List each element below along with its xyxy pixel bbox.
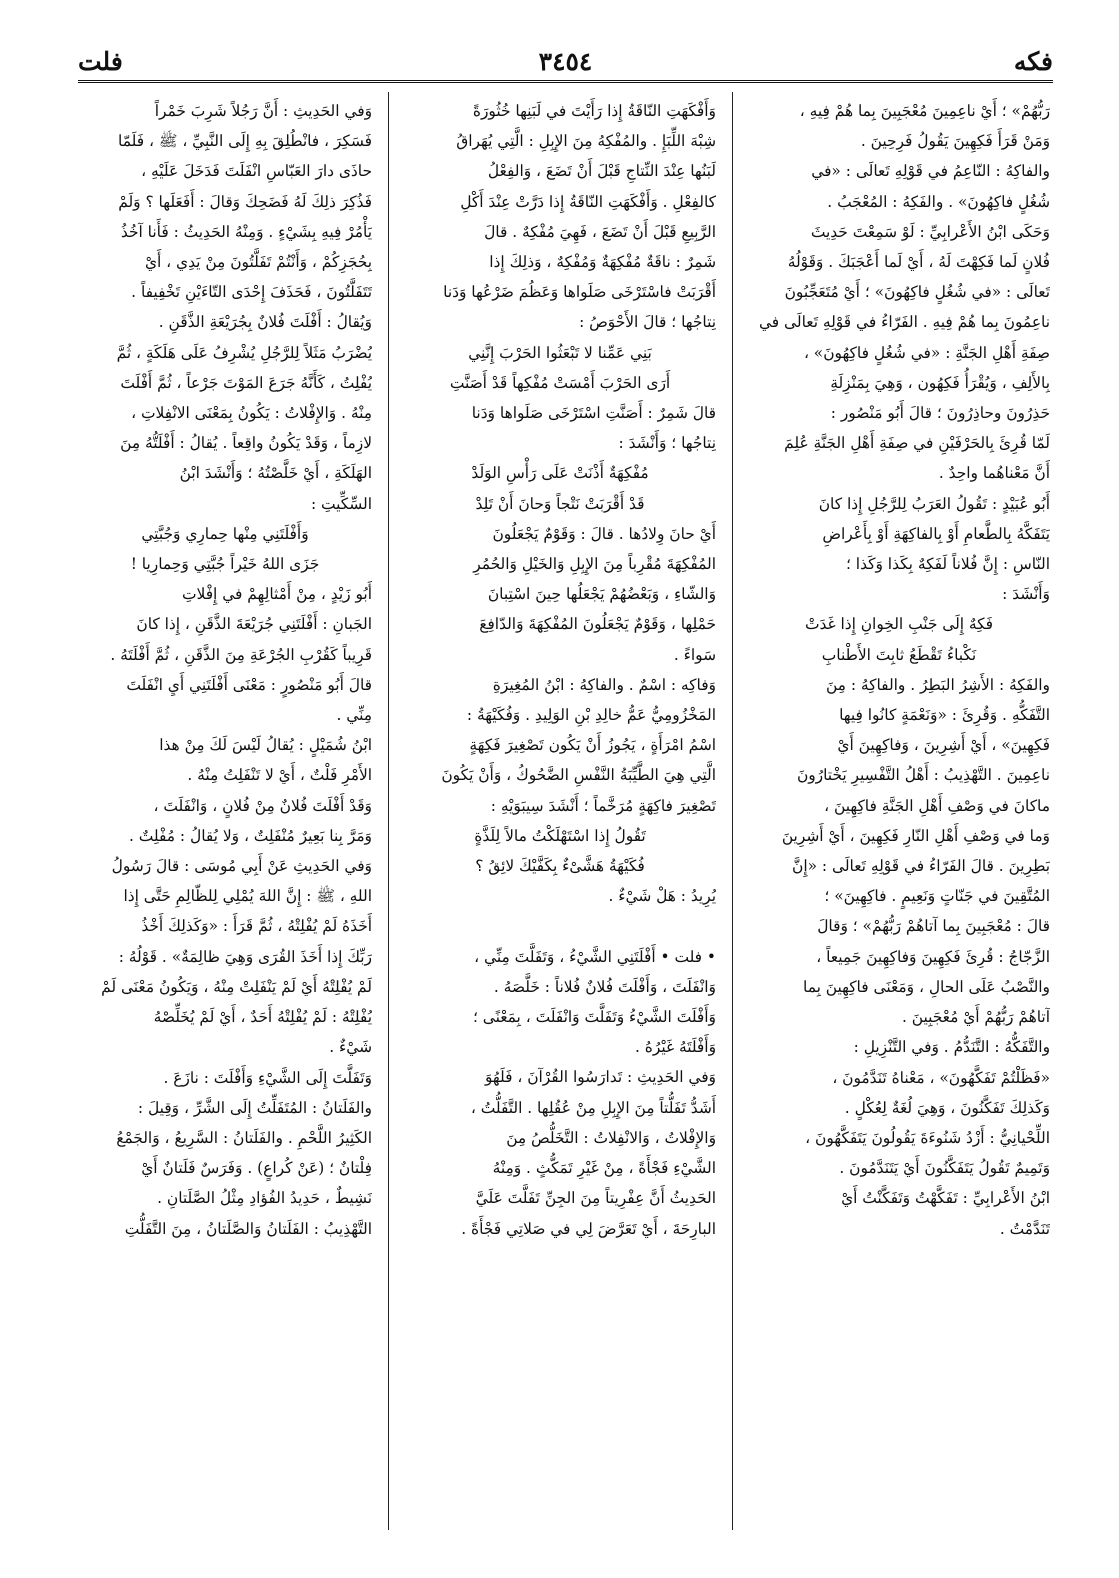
page-number: ٣٤٥٤ bbox=[538, 47, 593, 76]
text-line: لَمّا قُرِئَ بِالحَرْفَيْنِ في صِفَةِ أَهْلِ الجَنَّةِ عُلِمَ bbox=[784, 434, 1050, 453]
text-line: فَذُكِرَ ذلِكَ لَهُ فَضَحِكَ وَقالَ : أَفَعَلَها ؟ وَلَمْ bbox=[118, 192, 372, 211]
text-line: وَفاكِه : اسْمٌ . والفاكِهُ : ابْنُ المُغِيرَةِ bbox=[492, 675, 716, 694]
text-line: تَصْغِيرَ فاكِهَةٍ مُرَخَّماً ؛ أَنْشَدَ سِيبَوَيْهِ : bbox=[490, 796, 716, 815]
text-line: قالَ : مُعْجَبِينَ بِما آتاهُمْ رَبُّهُمْ» ؛ وَقالَ bbox=[817, 917, 1050, 936]
text-line: وَالإِفْلاتُ ، وَالانْفِلاتُ : التَّخَلُّصُ مِنَ bbox=[506, 1128, 716, 1147]
text-line: فَسَكِرَ ، فانْطُلِقَ بِهِ إِلَى النَّبِيِّ ، ﷺ ، فَلَمّا bbox=[118, 132, 372, 151]
text-line: فِلْتانٌ ؛ (عَنْ كُراعٍ) . وَفَرَسٌ فَلَتانٌ أَيْ bbox=[141, 1159, 372, 1178]
text-line: ناعِمِينَ . التَّهْذِيبُ : أَهْلُ التَّفْسِيرِ يَخْتارُونَ bbox=[796, 766, 1050, 785]
text-line: فُلانٍ لَما فَكِهْتَ لَهُ ، أَيْ لَما أَعْجَبَكَ . وَقَوْلُهُ bbox=[787, 253, 1050, 272]
text-line bbox=[404, 911, 716, 941]
text-line: التَّهْذِيبُ : الفَلَتانُ وَالصَّلَتانُ ، مِنَ التَّفَلُّتِ bbox=[124, 1219, 372, 1238]
column-divider bbox=[388, 92, 389, 1530]
text-line: آتاهُمْ رَبُّهُمْ أَيْ مُعْجَبِينَ . bbox=[901, 1008, 1050, 1027]
text-line: لَمْ يُفْلِتْهُ أَيْ لَمْ يَنْفَلِتْ مِنْهُ ، وَيَكُونُ مَعْنَى لَمْ bbox=[101, 977, 372, 996]
text-line: رَبُّهُمْ» ؛ أَيْ ناعِمِينَ مُعْجَبِينَ بِما هُمْ فِيهِ ، bbox=[799, 102, 1050, 120]
text-line: جَزَى اللهُ خَيْراً جُبَّتِي وَحِمارِيا ! bbox=[130, 555, 320, 574]
text-line: يُرِيدُ : هَلْ شَيْءٌ . bbox=[608, 887, 716, 906]
text-line: السِّكِّيتِ : bbox=[310, 494, 372, 513]
text-line: شَمِرٌ : ناقَةٌ مُفْكِهَةٌ وَمُفْكِهٌ ، وَذلِكَ إِذا bbox=[489, 253, 716, 272]
text-line: الشَّيْءِ فَجْأَةً ، مِنْ غَيْرِ تَمَكُّثٍ . وَمِنْهُ bbox=[492, 1159, 716, 1178]
text-line: ابْنُ شُمَيْلٍ : يُقالُ لَيْسَ لَكَ مِنْ هذا bbox=[159, 736, 372, 755]
text-line: حاذَى دارَ العَبّاسِ انْفَلَتَ فَدَخَلَ عَلَيْهِ ، bbox=[141, 162, 372, 181]
text-line: الأَمْرِ فَلْتٌ ، أَيْ لا تَنْفَلِتُ مِنْهُ . bbox=[187, 766, 372, 785]
text-line: وَأَفْلَتَ الشَّيْءُ وَتَفَلَّتَ وَانْفَلَتَ ، بِمَعْنًى ؛ bbox=[472, 1008, 716, 1027]
text-line: الزَّجّاجُ : قُرِئَ فَكِهِينَ وَفاكِهِينَ جَمِيعاً ، bbox=[816, 947, 1050, 966]
text-line: وَأَفْكَهَتِ النّاقَةُ إِذا رَأَيْتَ في لَبَنِها خُثُورَةً bbox=[472, 102, 716, 120]
text-line: رَبِّكَ إِذا أَخَذَ القُرَى وَهِيَ ظالِمَةٌ» . قَوْلُهُ : bbox=[118, 947, 372, 966]
text-line: وَأَفْلَتَهُ غَيْرُهُ . bbox=[635, 1038, 716, 1057]
text-line: نَشِيطٌ ، حَدِيدُ الفُؤادِ مِثْلُ الصَّلَتانِ . bbox=[157, 1189, 372, 1208]
text-line: وَفي الحَدِيثِ : أَنَّ رَجُلاً شَرِبَ خَمْراً bbox=[154, 102, 372, 120]
text-line: أَخَذَهُ لَمْ يُفْلِتْهُ ، ثُمَّ قَرَأَ : «وَكَذلِكَ أَخْذُ bbox=[141, 917, 372, 936]
text-line: نِتاجُها ؛ قالَ الأَحْوَصُ : bbox=[579, 313, 716, 332]
text-line: كالفِعْلِ . وَأَفْكَهَتِ النّاقَةُ إِذا دَرَّتْ عِنْدَ أَكْلِ bbox=[460, 192, 716, 211]
text-line: يَأْمُرْ فِيهِ بِشَيْءٍ . وَمِنْهُ الحَدِيثُ : فَأَنا آخُذُ bbox=[120, 222, 372, 241]
header-entry-word-right: فكه bbox=[1013, 47, 1053, 76]
text-column-middle bbox=[404, 96, 716, 1536]
text-line: تَتَفَلَّتُونَ ، فَحَذَفَ إِحْدَى التّاءَيْنِ تَخْفِيفاً . bbox=[131, 283, 372, 302]
text-line: «فَظَلْتُمْ تَفَكَّهُونَ» ، مَعْناهُ تَنَدَّمُونَ ، bbox=[832, 1068, 1050, 1087]
text-line: تَنَدَّمْتُ . bbox=[999, 1219, 1050, 1238]
text-line: قَدْ أَقْرَبَتْ نَتْجاً وَحانَ أَنْ تَلِدْ bbox=[475, 494, 645, 513]
text-line: وَما في وَصْفِ أَهْلِ النّارِ فَكِهِينَ ، أَيْ أَشِرِينَ bbox=[781, 826, 1050, 845]
text-line: والفاكِهُ : النّاعِمُ في قَوْلِهِ تَعالَى : «في bbox=[811, 162, 1050, 181]
text-line: حَمْلِها ، وَقَوْمٌ يَجْعَلُونَ المُفْكِهَةَ وَالدّافِعَ bbox=[479, 615, 716, 634]
text-line: بِحُجَزِكُمْ ، وَأَنْتُمْ تَفَلَّتُونَ مِنْ يَدِي ، أَيْ bbox=[144, 253, 372, 272]
text-line: أَبُو زَيْدٍ ، مِنْ أَمْثالِهِمْ في إِفْلاتِ bbox=[182, 585, 372, 604]
text-column-right bbox=[748, 96, 1050, 1536]
text-line: حَذِرُونَ وحاذِرُونَ ؛ قالَ أَبُو مَنْصُور : bbox=[830, 404, 1050, 423]
text-line: تَعالَى : «في شُغُلٍ فاكِهُونَ» ؛ أَيْ مُتَعَجِّبُونَ bbox=[784, 283, 1050, 302]
text-line: أَقْرَبَتْ فاسْتَرْخَى صَلَواها وَعَظُمَ ضَرْعُها وَدَنا bbox=[443, 283, 716, 302]
text-line: وَأَفْلَتَنِي مِنْها حِمارِي وَجُبَّتِي bbox=[141, 524, 309, 543]
text-line: وَفي الحَدِيثِ : تَدارَسُوا القُرْآنَ ، فَلَهُوَ bbox=[484, 1068, 716, 1087]
text-line: شَيْءٌ . bbox=[329, 1038, 372, 1057]
text-line: المُتَّقِينَ في جَنّاتٍ وَنَعِيمٍ . فاكِهِينَ» ؛ bbox=[824, 887, 1050, 906]
text-line: المَخْزُومِيُّ عَمُّ خالِدِ بْنِ الوَلِيدِ . وَفُكَيْهَةُ : bbox=[466, 706, 716, 725]
text-line: مُفْكِهَةٌ أَذْنَتْ عَلَى رَأْسِ الوَلَدْ bbox=[471, 464, 649, 483]
text-line: مِنْهُ . وَالإِفْلاتُ : يَكُونُ بِمَعْنَى الانْفِلاتِ ، bbox=[131, 404, 372, 423]
text-line: الرَّبِيعِ قَبْلَ أَنْ تَضَعَ ، فَهِيَ مُفْكِهٌ . قالَ bbox=[484, 222, 716, 241]
text-line: بَطِرِينَ . قالَ الفَرّاءُ في قَوْلِهِ تَعالَى : «إِنَّ bbox=[792, 857, 1050, 876]
text-line: وَالشّاءِ ، وَبَعْضُهُمْ يَجْعَلُها حِينَ اسْتِبانَ bbox=[487, 585, 716, 604]
text-line: فَكِهٌ إِلَى جَنْبِ الخِوانِ إِذا غَدَتْ bbox=[804, 615, 994, 634]
text-line: وَمَنْ قَرَأَ فَكِهِينَ يَقُولُ فَرِحِينَ . bbox=[860, 132, 1050, 151]
text-line: صِفَةِ أَهْلِ الجَنَّةِ : «في شُغُلٍ فاكِهُونَ» ، bbox=[803, 343, 1050, 362]
text-line: أَشَدُّ تَفَلُّتاً مِنَ الإِبِلِ مِنْ عُقُلِها . التَّفَلُّتُ ، bbox=[470, 1098, 716, 1117]
text-line: بَنِي عَمِّنا لا تَبْعَثُوا الحَرْبَ إِنَّنِي bbox=[468, 343, 652, 362]
text-line: شُغُلٍ فاكِهُونَ» . والفَكِهُ : المُعْجَبُ . bbox=[827, 192, 1050, 211]
text-line: قالَ شَمِرٌ : أَصَنَّتِ اسْتَرْخَى صَلَواها وَدَنا bbox=[471, 404, 716, 423]
header-rule bbox=[78, 80, 1053, 83]
text-line: بِالأَلِفِ ، وَيُقْرَأُ فَكِهُون ، وَهِيَ بِمَنْزِلَةِ bbox=[830, 373, 1050, 392]
text-line: لازِماً ، وَقَدْ يَكُونُ واقِعاً . يُقالُ : أَفْلَتُّهُ مِنَ bbox=[120, 434, 372, 453]
text-line: النّاسِ : إِنَّ فُلاناً لَفَكِهٌ بِكَذا وَكَذا ؛ bbox=[846, 555, 1050, 574]
text-line: وَمَرَّ بِنا بَعِيرٌ مُنْفَلِتٌ ، وَلا يُقالُ : مُفْلِتٌ . bbox=[129, 826, 372, 845]
text-line: والفَلَتانُ : المُتَفَلِّتُ إِلَى الشَّرِّ ، وَقِيلَ : bbox=[137, 1098, 372, 1117]
text-line: شِبْهَ اللِّبَإِ . والمُفْكِهُ مِنَ الإِبِلِ : الَّتِي يُهَراقُ bbox=[456, 132, 716, 151]
text-line: الَّتِي هِيَ الطَّيِّبَةُ النَّفْسِ الضَّحُوكُ ، وَأَنْ يَكُونَ bbox=[441, 766, 716, 785]
page-header bbox=[78, 40, 1053, 80]
text-line: لَبَنُها عِنْدَ النِّتاجِ قَبْلَ أَنْ تَضَعَ ، وَالفِعْلُ bbox=[487, 162, 716, 181]
text-line: وَحَكَى ابْنُ الأَعْرابِيِّ : لَوْ سَمِعْتَ حَدِيثَ bbox=[810, 222, 1050, 241]
text-line: وَقَدْ أَفْلَتَ فُلانٌ مِنْ فُلانٍ ، وَانْفَلَتَ ، bbox=[153, 796, 372, 815]
text-line: فَكِهِينَ» ، أَيْ أَشِرِينَ ، وَفاكِهِينَ أَيْ bbox=[837, 736, 1050, 755]
text-line: البارِحَةَ ، أَيْ تَعَرَّضَ لِي في صَلاتِي فَجْأَةً . bbox=[461, 1219, 716, 1238]
text-line: أَبُو عُبَيْدٍ : تَقُولُ العَرَبُ لِلرَّجُلِ إِذا كانَ bbox=[818, 494, 1050, 513]
text-line: أَنَّ مَعْناهُما واحِدٌ . bbox=[938, 464, 1050, 483]
text-line: ناعِمُونَ بِما هُمْ فِيهِ . الفَرّاءُ في قَوْلِهِ تَعالَى في bbox=[758, 313, 1050, 332]
text-line: اسْمُ امْرَأَةٍ ، يَجُوزُ أَنْ يَكُون تَصْغِيرَ فَكِهَةٍ bbox=[469, 736, 716, 755]
text-line: يُفْلِتُ ، كَأَنَّهُ جَرَعَ المَوْتَ جَرْعاً ، ثُمَّ أَفْلَتَ bbox=[120, 373, 372, 392]
text-line: والنَّصْبُ عَلَى الحالِ ، وَمَعْنَى فاكِهِينَ بِما bbox=[803, 977, 1050, 996]
text-line: اللِّحْيانِيُّ : أَزْدُ شَنُوءَةَ يَقُولُونَ يَتَفَكَّهُونَ ، bbox=[805, 1128, 1050, 1147]
text-line: أَيْ حانَ وِلادُها . قالَ : وَقَوْمٌ يَجْعَلُونَ bbox=[492, 524, 716, 543]
text-line: يُضْرَبُ مَثَلاً لِلرَّجُلِ يُشْرِفُ عَلَى هَلَكَةٍ ، ثُمَّ bbox=[116, 343, 372, 362]
text-line: والتَّفَكُّهُ : التَّنَدُّمُ . وَفي التَّنْزِيلِ : bbox=[853, 1038, 1050, 1057]
column-divider bbox=[732, 92, 733, 1530]
text-line: قَرِيباً كَقُرْبِ الجُرْعَةِ مِنَ الذَّقَنِ ، ثُمَّ أَفْلَتَهُ . bbox=[110, 645, 372, 664]
text-line: نِتاجُها ؛ وَأَنْشَدَ : bbox=[618, 434, 716, 453]
text-line: الكَثِيرُ اللَّحْمِ . والفَلَتانُ : السَّرِيعُ ، وَالجَمْعُ bbox=[116, 1128, 372, 1147]
text-line: التَّفَكُّهِ . وَقُرِئَ : «وَنَعْمَةٍ كانُوا فِيها bbox=[839, 706, 1050, 725]
header-entry-word-left: فلت bbox=[78, 47, 123, 76]
text-line: الهَلَكَةِ ، أَيْ خَلَّصْتُهُ ؛ وَأَنْشَدَ ابْنُ bbox=[179, 464, 372, 483]
text-line: يُفْلِتْهُ : لَمْ يُفْلِتْهُ أَحَدٌ ، أَيْ لَمْ يُخَلِّصْهُ bbox=[153, 1008, 372, 1027]
text-line: الجَبانِ : أَفْلَتَنِي جُرَيْعَةَ الذَّقَنِ ، إِذا كانَ bbox=[136, 615, 372, 634]
text-line: وَأَنْشَدَ : bbox=[1002, 585, 1050, 604]
text-line: نَكْباءُ تَقْطَعُ ثابِتَ الأَطْنابِ bbox=[821, 645, 977, 664]
text-line: أَرَى الحَرْبَ أَمْسَتْ مُفْكِهاً قَدْ أَصَنَّتِ bbox=[449, 373, 671, 392]
text-line: مِنِّي . bbox=[336, 706, 372, 725]
text-line: قالَ أَبُو مَنْصُورٍ : مَعْنَى أَفْلَتَنِي أَيِ انْفَلَتَ bbox=[126, 675, 372, 694]
text-line: فُكَيْهَةُ هَشَّىْءٌ بِكَفَّيْكَ لائِقُ ؟ bbox=[475, 857, 645, 876]
text-line: وَكَذلِكَ تَفَكَّنُونَ ، وَهِيَ لُغَةٌ لِعُكْلٍ . bbox=[844, 1098, 1050, 1117]
text-line: وَيُقالُ : أَفْلَتَ فُلانٌ بِجُرَيْعَةِ الذَّقَنِ . bbox=[158, 313, 372, 332]
text-line: وَتَمِيمٌ تَقُولُ يَتَفَكَّنُونَ أَيْ يَتَنَدَّمُونَ . bbox=[839, 1159, 1050, 1178]
text-line: الحَدِيثُ أَنَّ عِفْرِيتاً مِنَ الجِنِّ تَفَلَّتَ عَلَيَّ bbox=[475, 1189, 716, 1208]
text-line: تَقُولُ إِذا اسْتَهْلَكْتُ مالاً لِلَذَّةٍ bbox=[474, 826, 646, 845]
text-line: • فلت • أَفْلَتَنِي الشَّيْءُ ، وَتَفَلَّتَ مِنِّي ، bbox=[474, 947, 716, 966]
text-line: سَواءً . bbox=[673, 645, 716, 664]
text-line: وَتَفَلَّتَ إِلَى الشَّيْءِ وَأَفْلَتَ : نازَعَ . bbox=[163, 1068, 372, 1087]
text-line: ماكانَ في وَصْفِ أَهْلِ الجَنَّةِ فاكِهِينَ ، bbox=[824, 796, 1050, 815]
text-line: وَفي الحَدِيثِ عَنْ أَبِي مُوسَى : قالَ رَسُولُ bbox=[111, 857, 372, 876]
text-line: والفَكِهُ : الأَشِرُ البَطِرُ . والفاكِهُ : مِنَ bbox=[825, 675, 1050, 694]
text-column-left bbox=[78, 96, 372, 1536]
text-line: يَتَفَكَّهُ بِالطَّعامِ أَوْ بِالفاكِهَةِ أَوْ بِأَعْراضِ bbox=[822, 524, 1050, 543]
text-line: ابْنُ الأَعْرابِيِّ : تَفَكَّهْتُ وَتَفَكَّنْتُ أَيْ bbox=[841, 1189, 1050, 1208]
text-line: المُفْكِهَةَ مُقْرِباً مِنَ الإِبِلِ وَالخَيْلِ وَالحُمُرِ bbox=[473, 555, 716, 574]
text-line: وَانْفَلَتَ ، وَأَفْلَتَ فُلانٌ فُلاناً : خَلَّصَهُ . bbox=[493, 977, 716, 996]
text-line: اللهِ ، ﷺ : إِنَّ اللهَ يُمْلِي لِلظّالِمِ حَتَّى إِذا bbox=[123, 887, 372, 906]
